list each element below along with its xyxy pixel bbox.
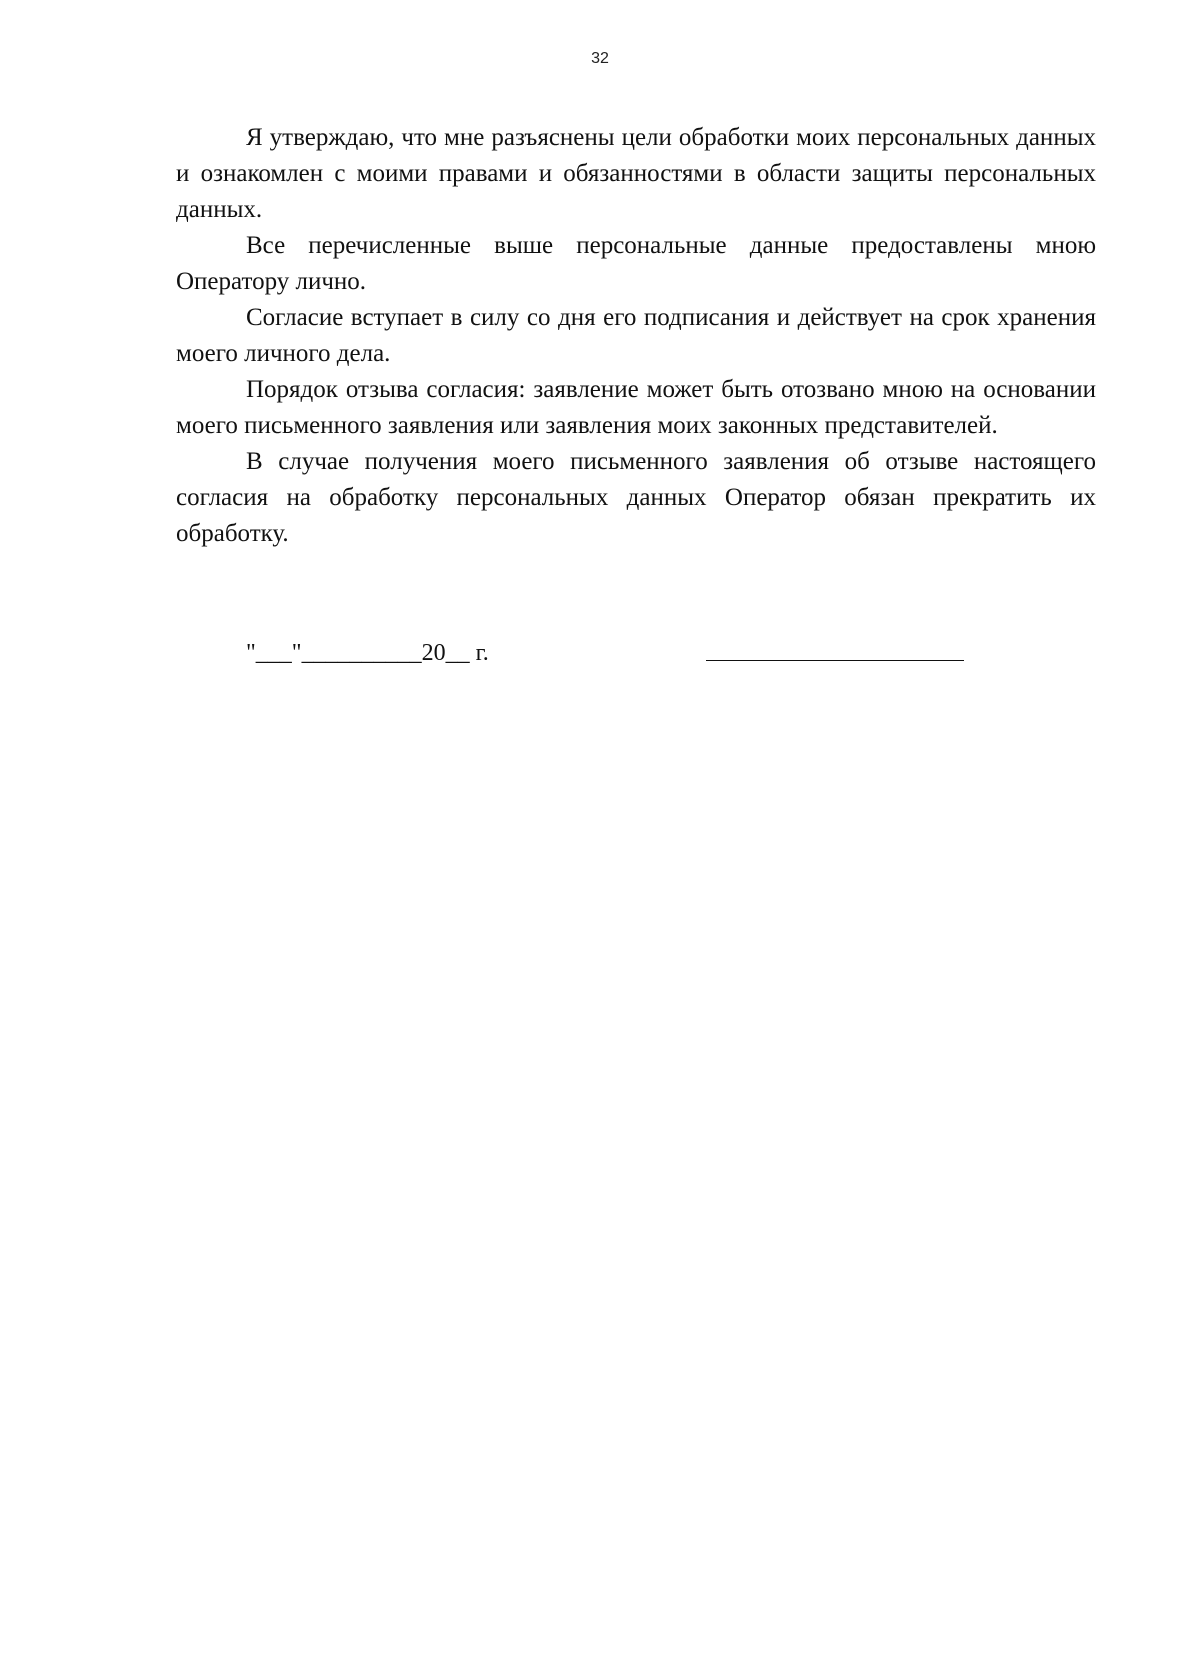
paragraph-validity-term: Согласие вступает в силу со дня его подписания и действует на срок хранения моего личного дела. (176, 304, 1096, 367)
signature-line (706, 660, 964, 661)
paragraph-withdrawal-procedure: Порядок отзыва согласия: заявление может быть отозвано мною на основании моего письменного заявления или заявления моих законных представителей. (176, 376, 1096, 439)
date-field: "___"__________20__ г. (246, 640, 489, 666)
paragraph-withdrawal-effect: В случае получения моего письменного заявления об отзыве настоящего согласия на обработку персональных данных Оператор обязан прекратить их обработку. (176, 448, 1096, 547)
paragraph-provided-personally: Все перечисленные выше персональные данные предоставлены мною Оператору лично. (176, 232, 1096, 295)
page-number: 32 (591, 50, 609, 67)
paragraph-confirmation: Я утверждаю, что мне разъяснены цели обработки моих персональных данных и ознакомлен с моими правами и обязанностями в области защиты персональных данных. (176, 124, 1096, 223)
consent-body (176, 120, 1096, 552)
